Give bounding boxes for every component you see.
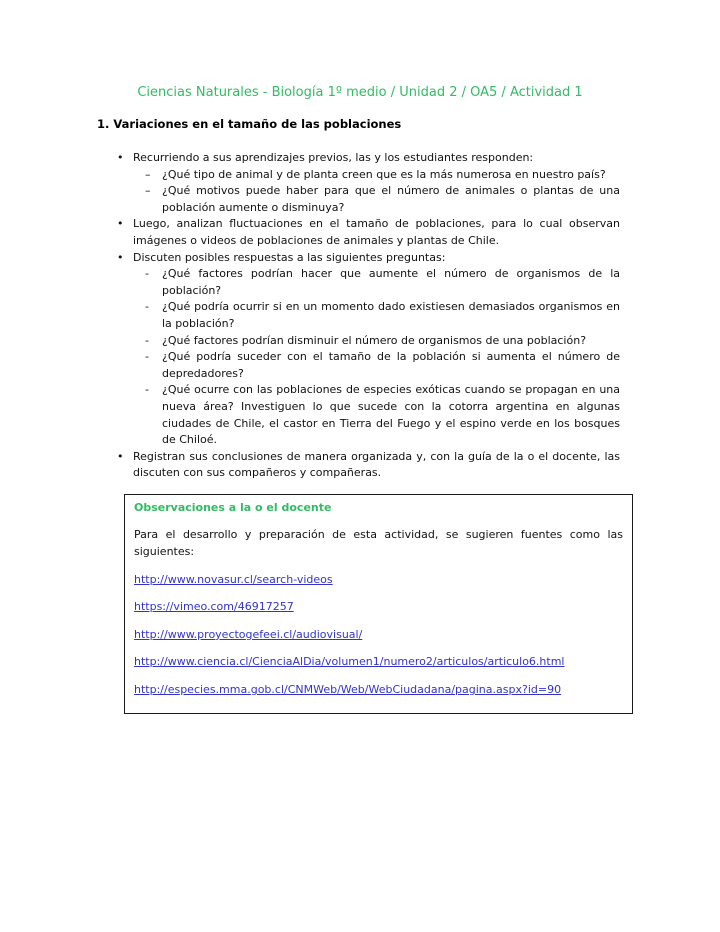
resource-link-especies-mma[interactable]: http://especies.mma.gob.cl/CNMWeb/Web/WebCiudadana/pagina.aspx?id=90: [134, 683, 562, 697]
sub-list-item: [97, 183, 620, 216]
bullet-icon: •: [117, 250, 124, 264]
sub-list-item: [97, 349, 620, 382]
sub-item-text: ¿Qué tipo de animal y de planta creen que es la más numerosa en nuestro país?: [162, 167, 606, 181]
bullet-icon: •: [117, 449, 124, 463]
sub-list-item: [97, 382, 620, 448]
link-row: [134, 654, 623, 671]
hyphen-icon: -: [145, 350, 149, 364]
sub-list-item: [97, 266, 620, 299]
list-item-text: Discuten posibles respuestas a las siguientes preguntas:: [133, 250, 446, 264]
bullet-icon: •: [117, 217, 124, 231]
sub-item-text: ¿Qué motivos puede haber para que el número de animales o plantas de una población aumente o disminuya?: [162, 184, 620, 214]
resource-link-novasur[interactable]: http://www.novasur.cl/search-videos: [134, 572, 333, 586]
list-item: [97, 216, 620, 249]
link-row: [134, 627, 623, 644]
hyphen-icon: -: [145, 383, 149, 397]
link-row: [134, 682, 623, 699]
observations-intro: Para el desarrollo y preparación de esta actividad, se sugieren fuentes como las siguientes:: [134, 528, 623, 559]
link-row: [134, 572, 623, 589]
list-item-text: Recurriendo a sus aprendizajes previos, las y los estudiantes responden:: [133, 151, 534, 164]
dash-icon: –: [145, 167, 151, 181]
link-row: [134, 599, 623, 616]
list-item: [97, 250, 620, 267]
sub-item-text: ¿Qué factores podrían disminuir el número de organismos de una población?: [162, 333, 587, 347]
sub-item-text: ¿Qué podría ocurrir si en un momento dado existiesen demasiados organismos en la población?: [162, 300, 620, 330]
main-content: [97, 116, 623, 714]
bullet-icon: •: [117, 151, 124, 164]
observations-title: Observaciones a la o el docente: [134, 500, 332, 514]
dash-icon: –: [145, 184, 151, 198]
list-item: [97, 449, 620, 482]
hyphen-icon: -: [145, 300, 149, 314]
sub-item-text: ¿Qué factores podrían hacer que aumente el número de organismos de la población?: [162, 267, 620, 297]
resource-link-vimeo[interactable]: https://vimeo.com/46917257: [134, 600, 294, 614]
activity-list: [97, 150, 620, 482]
list-item-text: Registran sus conclusiones de manera organizada y, con la guía de la o el docente, las discuten con sus compañeros y compañeras.: [133, 449, 620, 480]
sub-list-item: [97, 333, 620, 350]
section-heading: 1. Variaciones en el tamaño de las poblaciones: [97, 117, 402, 131]
hyphen-icon: -: [145, 333, 149, 347]
sub-list-item: [97, 299, 620, 332]
sub-item-text: ¿Qué ocurre con las poblaciones de especies exóticas cuando se propagan en una nueva área? Investiguen lo que sucede con la cotorra argentina en algunas ciudades de Chile, el castor en Tierra del Fuego y el espino verde en los bosques de Chiloé.: [162, 383, 620, 447]
teacher-observations-box: [124, 494, 633, 714]
resource-link-ciencia[interactable]: http://www.ciencia.cl/CienciaAlDia/volumen1/numero2/articulos/articulo6.html: [134, 655, 565, 669]
resource-link-proyectogefeei[interactable]: http://www.proyectogefeei.cl/audiovisual/: [134, 627, 363, 641]
sub-item-text: ¿Qué podría suceder con el tamaño de la población si aumenta el número de depredadores?: [162, 350, 620, 380]
list-item: [97, 150, 620, 167]
sub-list-item: [97, 167, 620, 184]
list-item-text: Luego, analizan fluctuaciones en el tamaño de poblaciones, para lo cual observan imágenes o videos de poblaciones de animales y plantas de Chile.: [133, 217, 620, 247]
page-title: Ciencias Naturales - Biología 1º medio / Unidad 2 / OA5 / Actividad 1: [137, 85, 583, 100]
hyphen-icon: -: [145, 267, 149, 281]
